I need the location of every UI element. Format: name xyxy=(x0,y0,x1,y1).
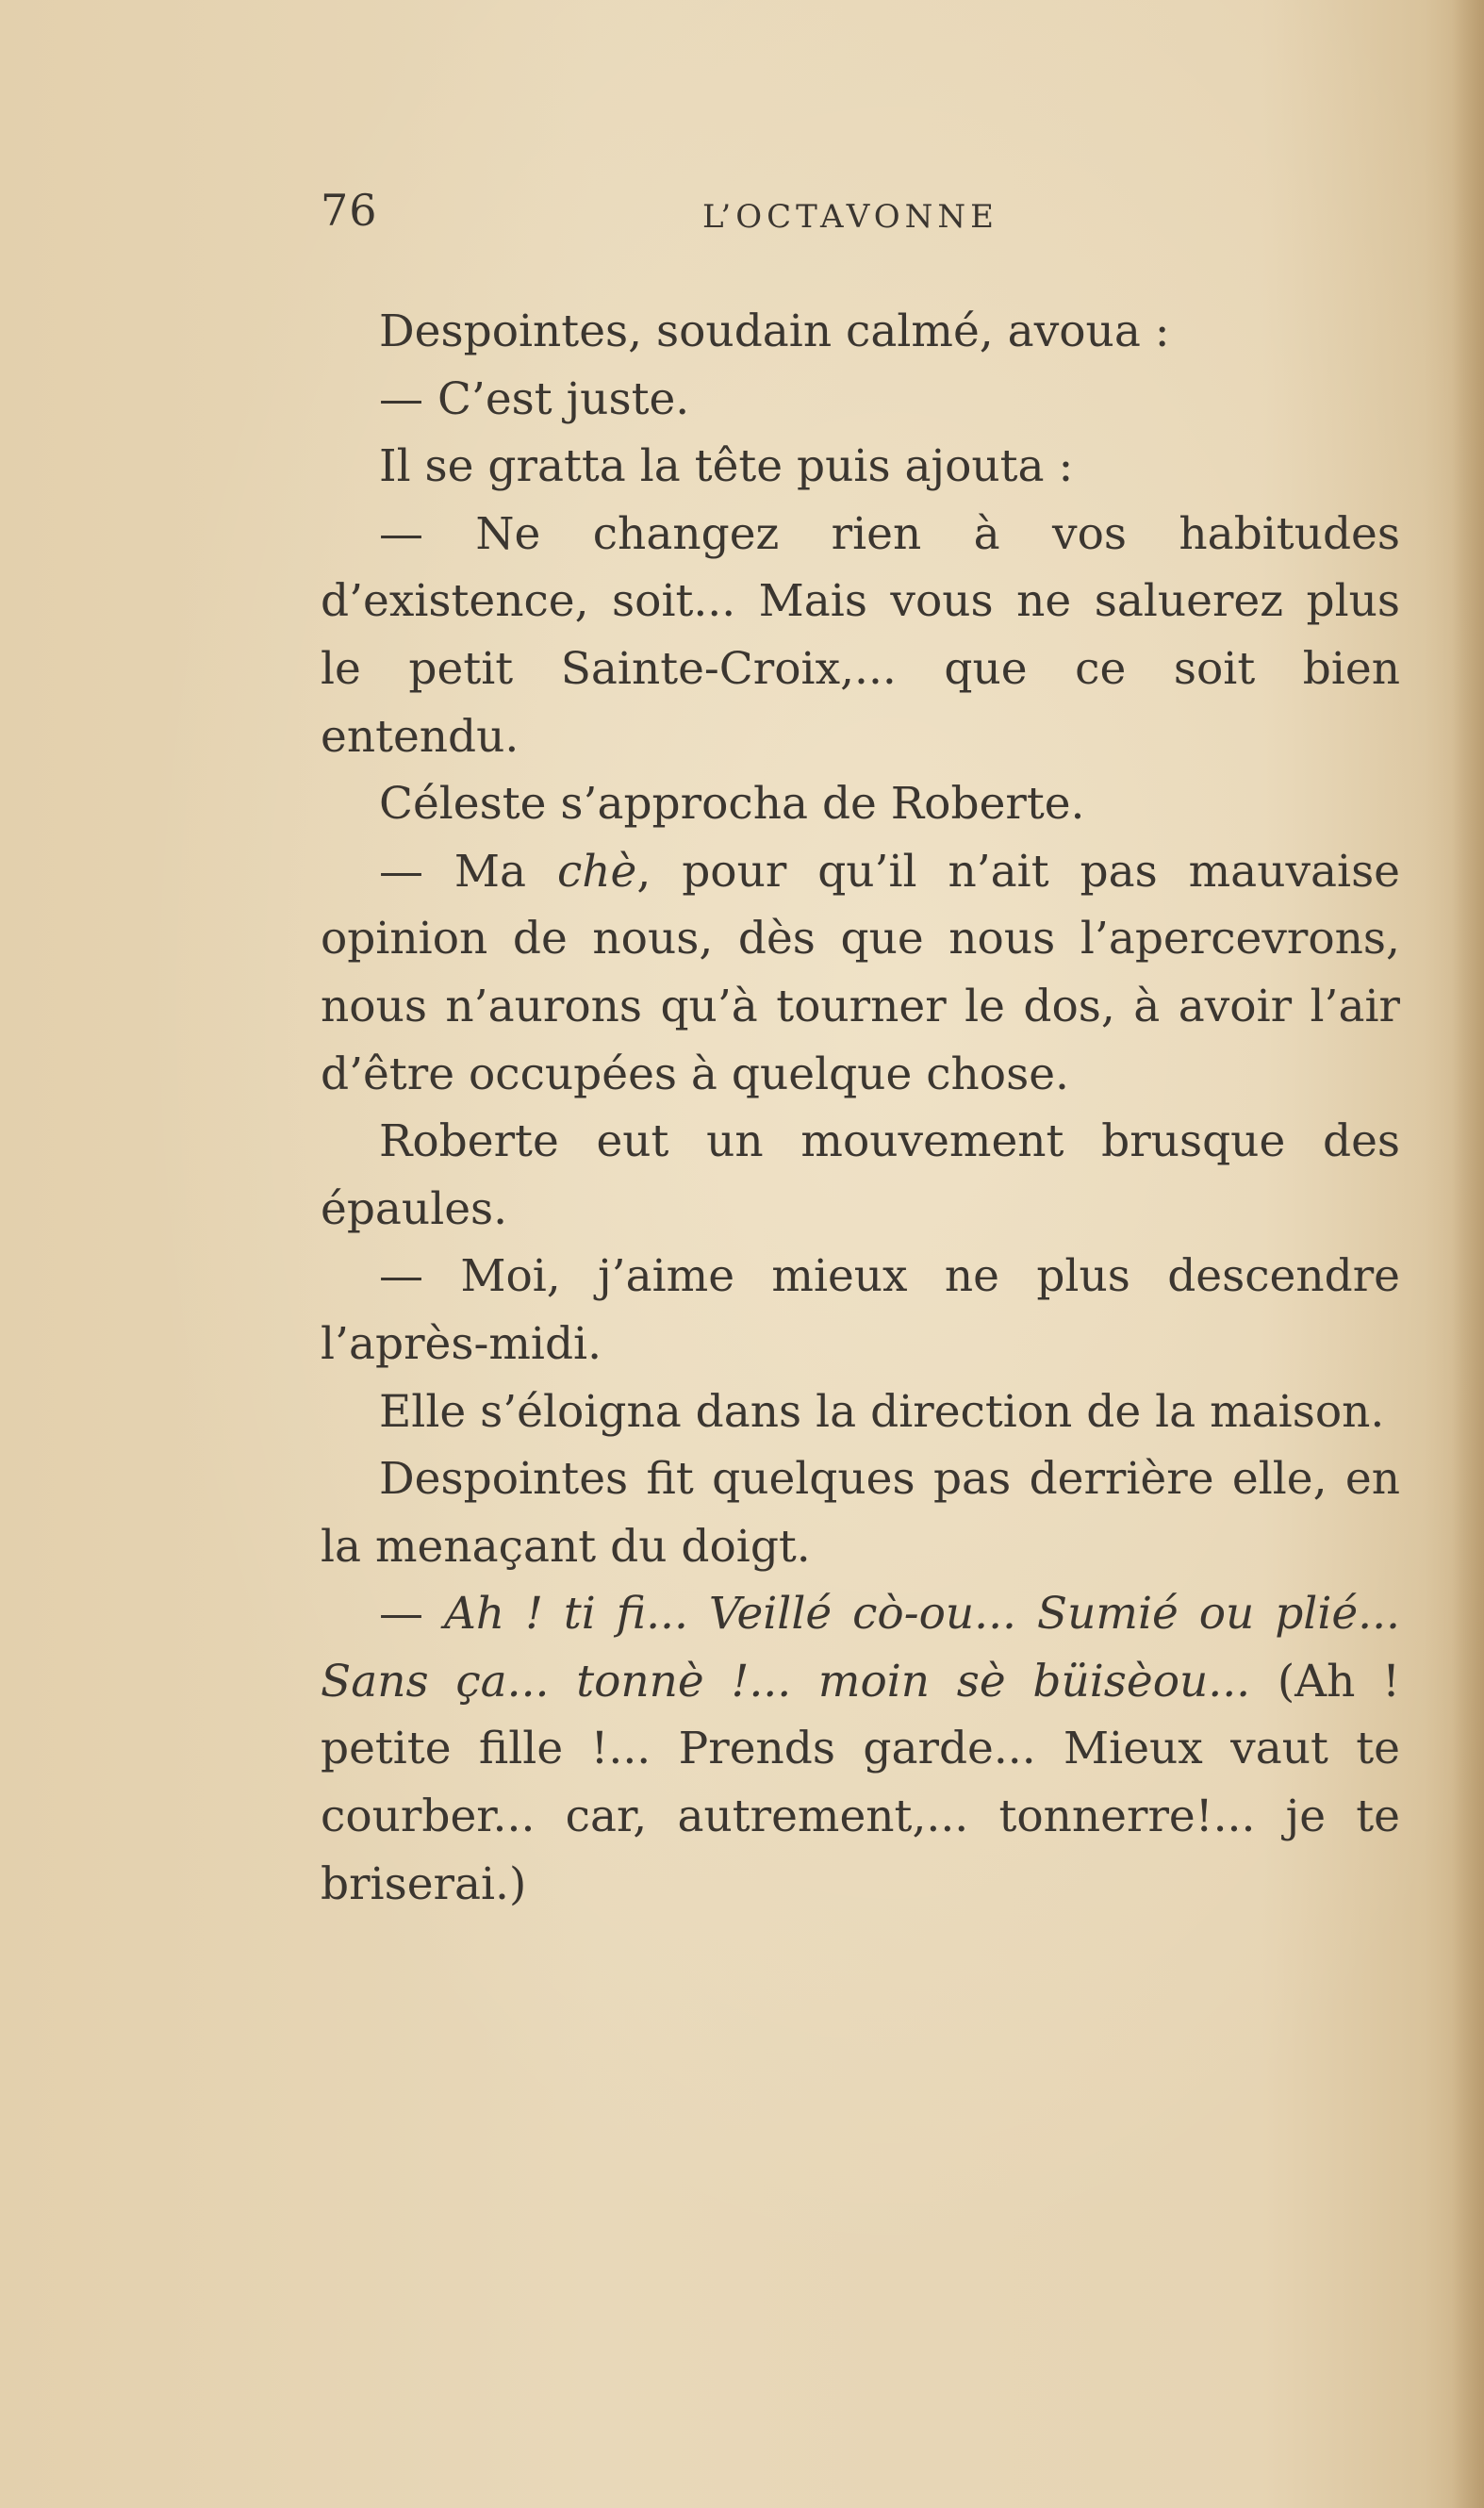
running-title: L’OCTAVONNE xyxy=(702,198,998,236)
paragraph-6-creole-word: chè xyxy=(556,845,637,898)
paragraph-5: Céleste s’approcha de Roberte. xyxy=(379,778,1085,831)
paragraph-1: Despointes, soudain calmé, avoua : xyxy=(379,305,1170,357)
paragraph-7: Roberte eut un mouvement brusque des épaules. xyxy=(321,1115,1400,1235)
paragraph-8: — Moi, j’aime mieux ne plus descendre l’après-midi. xyxy=(321,1250,1400,1370)
paragraph-9: Elle s’éloigna dans la direction de la maison. xyxy=(379,1385,1385,1438)
paragraph-4: — Ne changez rien à vos habitudes d’existence, soit... Mais vous ne saluerez plus le petit Sainte-Croix,... que ce soit bien entendu. xyxy=(321,507,1400,763)
body-text xyxy=(321,298,1400,1918)
paragraph-11 xyxy=(321,1580,1400,1918)
paragraph-6 xyxy=(321,838,1400,1108)
paragraph-10: Despointes fit quelques pas derrière elle, en la menaçant du doigt. xyxy=(321,1453,1400,1573)
paragraph-6-rest: , pour qu’il n’ait pas mauvaise opinion de nous, dès que nous l’apercevrons, nous n’aurons qu’à tourner le dos, à avoir l’air d’être occupées à quelque chose. xyxy=(321,845,1400,1100)
paragraph-11-creole-speech: Ah ! ti fi... Veillé cò-ou... Sumié ou plié... Sans ça... tonnè !... moin sè büisèou... xyxy=(321,1588,1400,1708)
paragraph-2: — C’est juste. xyxy=(379,372,690,425)
paragraph-3: Il se gratta la tête puis ajouta : xyxy=(379,440,1074,493)
paragraph-11-translation: (Ah ! petite fille !... Prends garde... Mieux vaut te courber... car, autrement,... tonnerre!... je te briserai.) xyxy=(321,1655,1400,1910)
running-head xyxy=(321,185,1400,251)
page-number: 76 xyxy=(321,185,378,236)
paragraph-11-lead: — xyxy=(379,1588,444,1641)
paragraph-6-lead: — Ma xyxy=(379,845,557,898)
